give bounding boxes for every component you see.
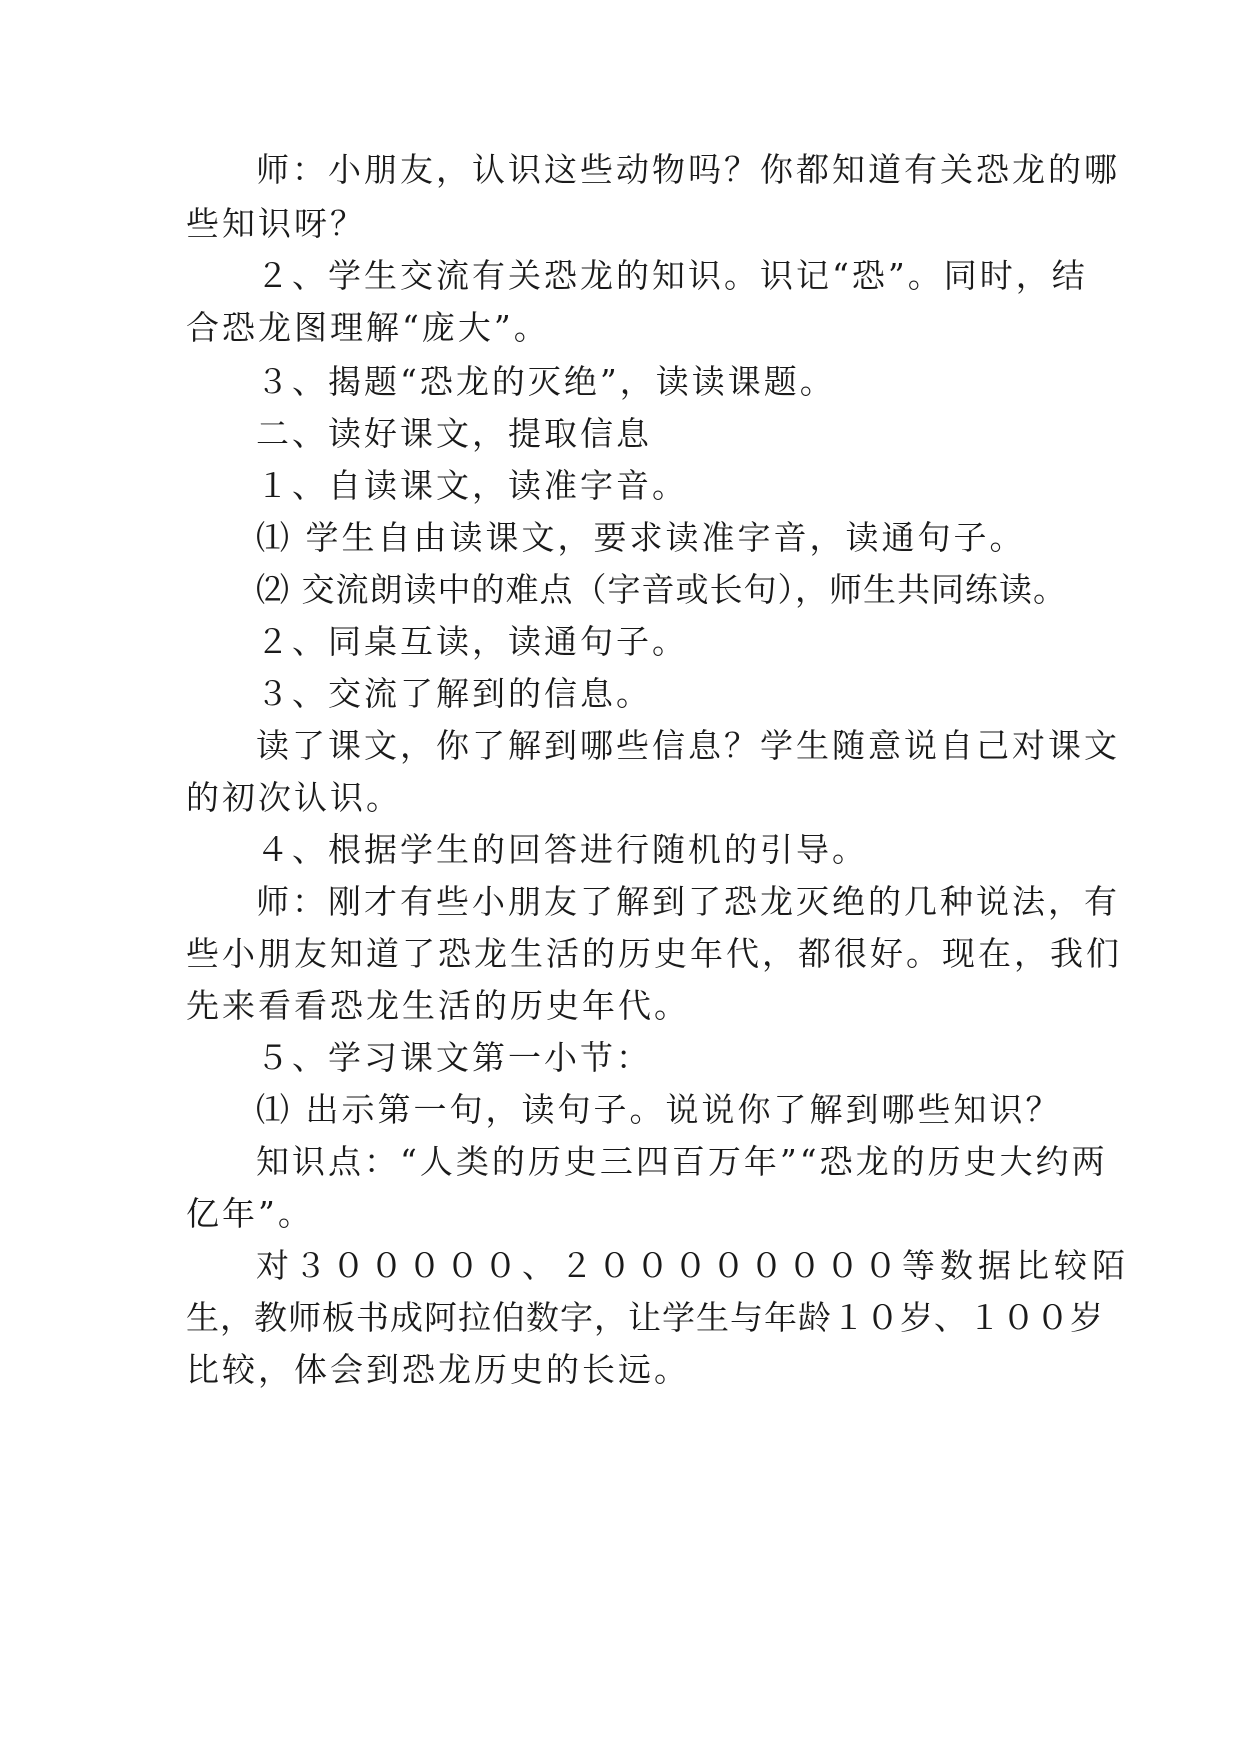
paragraph-line: 先来看看恐龙生活的历史年代。 <box>186 986 690 1025</box>
paragraph-line: 些知识呀？ <box>186 204 366 243</box>
paragraph-line: 生，教师板书成阿拉伯数字，让学生与年龄１０岁、１００岁 <box>186 1298 1104 1337</box>
paragraph-line: ２、同桌互读，读通句子。 <box>256 622 688 661</box>
paragraph-line: 师：刚才有些小朋友了解到了恐龙灭绝的几种说法，有 <box>256 882 1120 921</box>
paragraph-line: ２、学生交流有关恐龙的知识。识记“恐”。同时，结 <box>256 256 1088 295</box>
paragraph-line: １、自读课文，读准字音。 <box>256 466 688 505</box>
paragraph-line: ５、学习课文第一小节： <box>256 1038 652 1077</box>
paragraph-line: ３、交流了解到的信息。 <box>256 674 652 713</box>
paragraph-line: ４、根据学生的回答进行随机的引导。 <box>256 830 868 869</box>
paragraph-line: ３、揭题“恐龙的灭绝”，读读课题。 <box>256 362 836 401</box>
paragraph-line: 知识点：“人类的历史三四百万年”“恐龙的历史大约两 <box>256 1142 1108 1181</box>
paragraph-line: 师：小朋友，认识这些动物吗？你都知道有关恐龙的哪 <box>256 150 1120 189</box>
paragraph-line: 合恐龙图理解“庞大”。 <box>186 308 550 347</box>
paragraph-line: ⑵ 交流朗读中的难点（字音或长句），师生共同练读。 <box>256 570 1067 609</box>
paragraph-line: 亿年”。 <box>186 1194 314 1233</box>
paragraph-line: 的初次认识。 <box>186 778 402 817</box>
paragraph-line: 些小朋友知道了恐龙生活的历史年代，都很好。现在，我们 <box>186 934 1122 973</box>
paragraph-line: 读了课文，你了解到哪些信息？学生随意说自己对课文 <box>256 726 1120 765</box>
paragraph-line: 对３０００００、２００００００００等数据比较陌 <box>256 1246 1130 1285</box>
paragraph-line: 比较，体会到恐龙历史的长远。 <box>186 1350 690 1389</box>
paragraph-line: ⑴ 出示第一句，读句子。说说你了解到哪些知识？ <box>256 1090 1062 1129</box>
paragraph-line: ⑴ 学生自由读课文，要求读准字音，读通句子。 <box>256 518 1026 557</box>
section-heading: 二、读好课文，提取信息 <box>256 414 652 453</box>
